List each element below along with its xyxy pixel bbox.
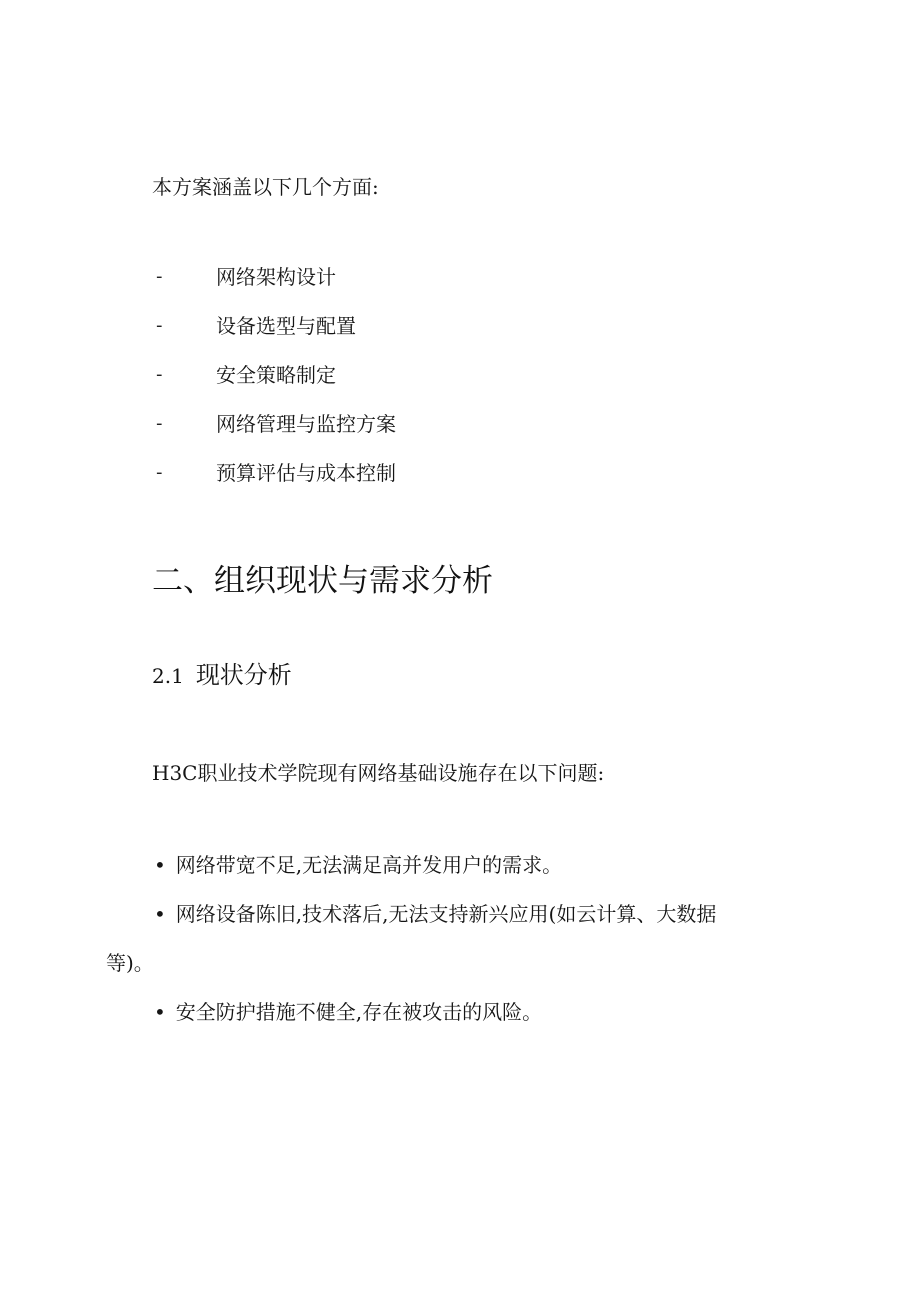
list-dash: - [156,364,163,385]
subsection-heading [152,660,292,691]
problem-item [154,902,716,926]
problem-item [154,1000,542,1024]
scope-item-label: 网络架构设计 [216,265,336,289]
bullet-dot: • [154,902,166,926]
scope-item-label: 网络管理与监控方案 [216,412,396,436]
subsection-number: 2.1 [152,664,184,688]
problems-lead: H3C职业技术学院现有网络基础设施存在以下问题: [152,761,605,785]
list-dash: - [156,315,163,336]
subsection-title: 现状分析 [195,661,292,689]
problem-item [154,853,562,877]
section-heading: 二、组织现状与需求分析 [152,563,493,599]
bullet-dot: • [154,1000,166,1024]
problem-item-continuation: 等)。 [106,951,154,975]
list-dash: - [156,266,163,287]
scope-item-label: 安全策略制定 [216,363,336,387]
scope-item-label: 预算评估与成本控制 [216,461,396,485]
list-dash: - [156,413,163,434]
scope-item-label: 设备选型与配置 [216,314,356,338]
problem-item-text: 网络带宽不足,无法满足高并发用户的需求。 [175,853,563,877]
list-dash: - [156,462,163,483]
problem-item-text: 网络设备陈旧,技术落后,无法支持新兴应用(如云计算、大数据 [175,902,717,926]
bullet-dot: • [154,853,166,877]
problem-item-text: 安全防护措施不健全,存在被攻击的风险。 [175,1000,543,1024]
intro-paragraph: 本方案涵盖以下几个方面: [152,175,379,199]
